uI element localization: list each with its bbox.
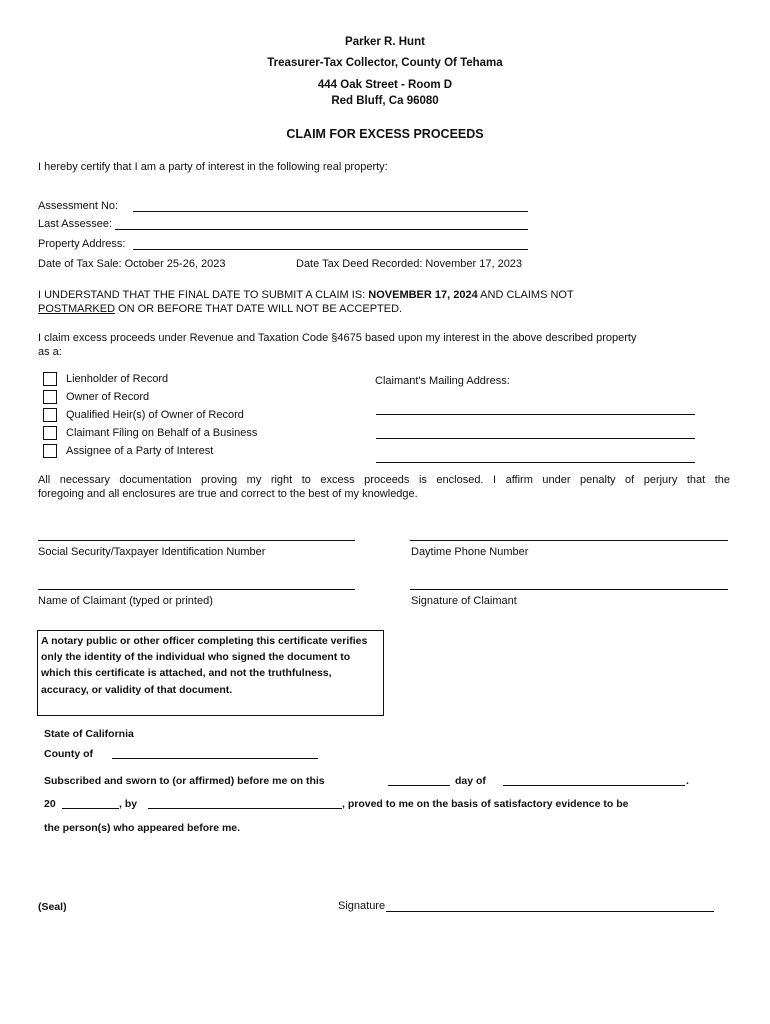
collector-name: Parker R. Hunt [345,36,425,48]
option-lienholder: Lienholder of Record [66,373,169,385]
option-owner: Owner of Record [66,391,150,403]
form-title: CLAIM FOR EXCESS PROCEEDS [286,127,484,141]
day-of-label: day of [455,775,486,787]
persons-statement: the person(s) who appeared before me. [44,822,241,834]
claim-basis-line1: I claim excess proceeds under Revenue and Taxation Code §4675 based upon my interest in the above described property [38,332,637,344]
deadline-date: NOVEMBER 17, 2024 [368,289,478,301]
tax-sale-date: Date of Tax Sale: October 25-26, 2023 [38,258,226,270]
mailing-address-line3[interactable] [376,462,695,463]
affirmation-line2: foregoing and all enclosures are true and correct to the best of my knowledge. [38,488,418,500]
office-street: 444 Oak Street - Room D [317,79,453,91]
collector-office: Treasurer-Tax Collector, County Of Tehama [267,57,503,69]
claimant-signature-field[interactable] [410,589,728,590]
county-label: County of [44,748,93,760]
subscribed-statement: Subscribed and sworn to (or affirmed) before me on this [44,775,325,787]
state-label: State of California [44,728,134,740]
month-field[interactable] [503,785,685,786]
seal-label: (Seal) [38,901,67,913]
option-business: Claimant Filing on Behalf of a Business [66,427,258,439]
checkbox-business[interactable] [43,426,57,440]
office-city: Red Bluff, Ca 96080 [331,95,439,107]
phone-label: Daytime Phone Number [411,546,529,558]
checkbox-assignee[interactable] [43,444,57,458]
property-address-field[interactable] [133,249,528,250]
mailing-address-line2[interactable] [376,438,695,439]
deadline-statement-2: POSTMARKED ON OR BEFORE THAT DATE WILL NOT BE ACCEPTED. [38,303,403,315]
option-heir: Qualified Heir(s) of Owner of Record [66,409,244,421]
property-address-label: Property Address: [38,238,126,250]
deadline-statement: I UNDERSTAND THAT THE FINAL DATE TO SUBMIT A CLAIM IS: NOVEMBER 17, 2024 AND CLAIMS NOT [38,289,574,301]
period: . [686,775,689,787]
county-field[interactable] [112,758,318,759]
mailing-address-label: Claimant's Mailing Address: [375,375,510,387]
ssn-field[interactable] [38,540,355,541]
proved-statement: , proved to me on the basis of satisfactory evidence to be [342,798,629,810]
claim-basis-line2: as a: [38,346,62,358]
option-assignee: Assignee of a Party of Interest [66,445,214,457]
claimant-name-field[interactable] [38,589,355,590]
notary-signature-label: Signature [338,900,386,912]
checkbox-heir[interactable] [43,408,57,422]
checkbox-lienholder[interactable] [43,372,57,386]
notary-signature-field[interactable] [386,911,714,912]
affirmation-line1: All necessary documentation proving my right to excess proceeds is enclosed. I affirm under penalty of perjury that the [38,474,730,486]
notary-notice-box: A notary public or other officer completing this certificate verifies only the identity of the individual who signed the document to which this certificate is attached, and not the truthfulness, accuracy, or validity of that document. [37,630,384,716]
ssn-label: Social Security/Taxpayer Identification Number [38,546,266,558]
certify-statement: I hereby certify that I am a party of interest in the following real property: [38,161,388,173]
deed-recorded-date: Date Tax Deed Recorded: November 17, 2023 [296,258,523,270]
year-prefix: 20 [44,798,56,810]
mailing-address-line1[interactable] [376,414,695,415]
assessment-label: Assessment No: [38,200,119,212]
claimant-signature-label: Signature of Claimant [411,595,517,607]
checkbox-owner[interactable] [43,390,57,404]
assessment-field[interactable] [133,211,528,212]
phone-field[interactable] [410,540,728,541]
by-name-field[interactable] [148,808,342,809]
year-field[interactable] [62,808,119,809]
last-assessee-label: Last Assessee: [38,218,112,230]
claimant-name-label: Name of Claimant (typed or printed) [38,595,213,607]
by-label: , by [119,798,138,810]
day-field[interactable] [388,785,450,786]
last-assessee-field[interactable] [115,229,528,230]
